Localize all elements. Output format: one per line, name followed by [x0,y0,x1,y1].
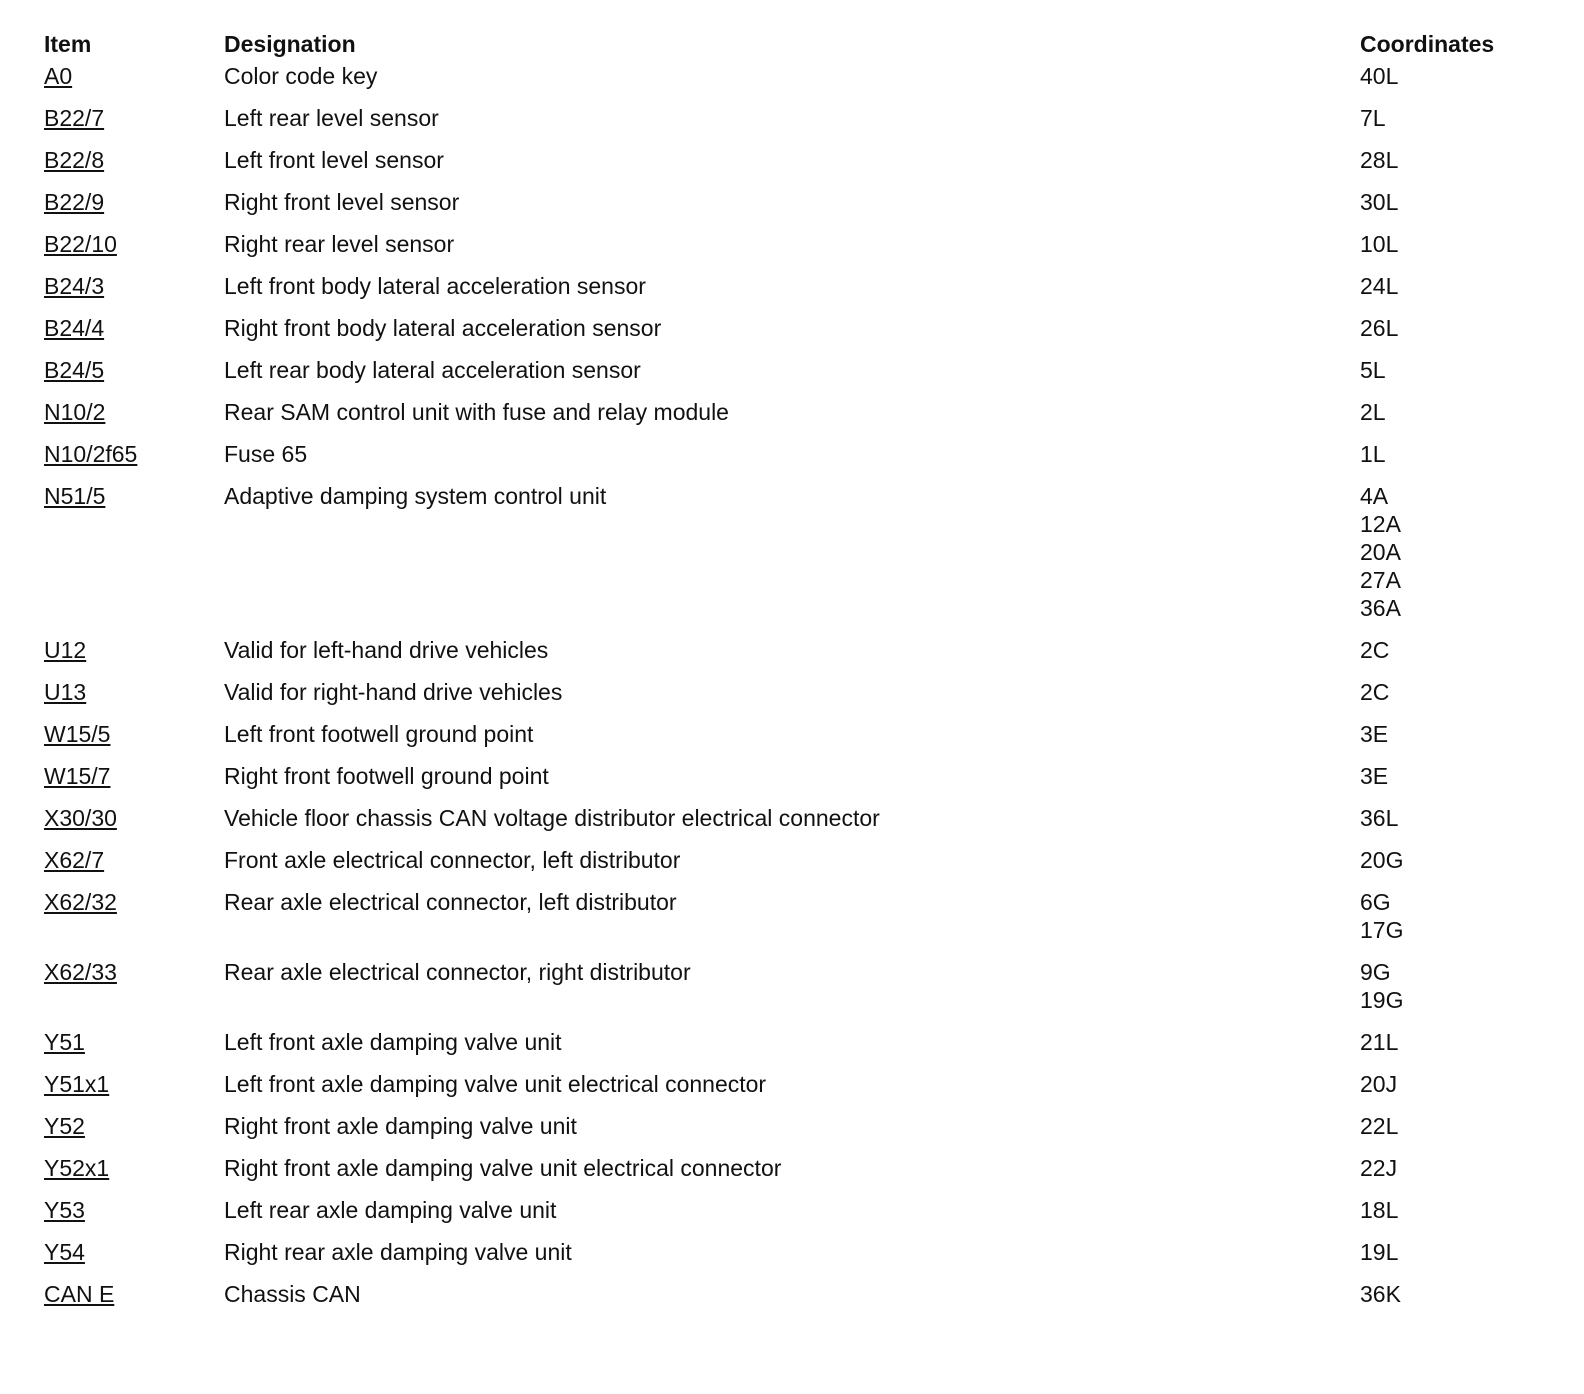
coordinate-value: 9G [1360,959,1391,985]
item-link[interactable]: Y53 [44,1197,85,1223]
item-cell [44,356,224,398]
item-cell [44,440,224,482]
coordinates-cell [1360,678,1544,720]
coordinate-value: 26L [1360,315,1399,341]
item-cell [44,1028,224,1070]
designation-cell: Left front axle damping valve unit electrical connector [224,1071,767,1097]
table-row [44,804,1544,846]
coordinates-cell [1360,888,1544,958]
designation-cell: Valid for right-hand drive vehicles [224,679,563,705]
table-row [44,230,1544,272]
item-cell [44,720,224,762]
item-link[interactable]: X30/30 [44,805,117,831]
coordinate-value: 12A [1360,511,1401,537]
designation-cell: Left front level sensor [224,147,444,173]
coordinate-value: 10L [1360,231,1399,257]
coordinate-value: 5L [1360,357,1386,383]
designation-cell: Left front footwell ground point [224,721,534,747]
coordinate-value: 3E [1360,721,1389,747]
item-cell [44,1070,224,1112]
item-link[interactable]: B24/4 [44,315,105,341]
designation-cell: Adaptive damping system control unit [224,483,607,509]
table-row [44,846,1544,888]
designation-cell: Chassis CAN [224,1281,361,1307]
table-row [44,1070,1544,1112]
item-link[interactable]: U12 [44,637,87,663]
coordinates-cell [1360,62,1544,104]
table-row [44,888,1544,958]
item-cell [44,846,224,888]
item-link[interactable]: N10/2f65 [44,441,138,467]
coordinates-cell [1360,356,1544,398]
designation-cell: Front axle electrical connector, left distributor [224,847,681,873]
table-row [44,1280,1544,1322]
coordinates-cell [1360,1196,1544,1238]
designation-cell: Left rear level sensor [224,105,439,131]
coordinates-cell [1360,762,1544,804]
coordinate-value: 19G [1360,987,1404,1013]
header-item: Item [44,31,92,57]
item-cell [44,62,224,104]
item-link[interactable]: B24/3 [44,273,105,299]
coordinates-cell [1360,1280,1544,1322]
designation-cell: Right rear level sensor [224,231,455,257]
item-cell [44,272,224,314]
designation-cell: Right front axle damping valve unit [224,1113,577,1139]
item-cell [44,1196,224,1238]
item-link[interactable]: Y52 [44,1113,85,1139]
coordinate-value: 28L [1360,147,1399,173]
coordinate-value: 24L [1360,273,1399,299]
table-row [44,146,1544,188]
item-cell [44,678,224,720]
designation-cell: Left rear body lateral acceleration sensor [224,357,641,383]
item-link[interactable]: B22/8 [44,147,105,173]
item-cell [44,398,224,440]
table-row [44,314,1544,356]
coordinates-cell [1360,958,1544,1028]
item-cell [44,1112,224,1154]
item-cell [44,104,224,146]
table-row [44,482,1544,636]
item-cell [44,1154,224,1196]
item-link[interactable]: Y51 [44,1029,85,1055]
component-legend-table [44,28,1544,1322]
table-row [44,188,1544,230]
coordinate-value: 2L [1360,399,1386,425]
coordinates-cell [1360,146,1544,188]
item-link[interactable]: B22/10 [44,231,117,257]
coordinate-value: 30L [1360,189,1399,215]
coordinate-value: 1L [1360,441,1386,467]
coordinate-value: 21L [1360,1029,1399,1055]
table-row [44,104,1544,146]
coordinate-value: 6G [1360,889,1391,915]
table-row [44,62,1544,104]
designation-cell: Right front axle damping valve unit electrical connector [224,1155,782,1181]
item-link[interactable]: U13 [44,679,87,705]
coordinates-cell [1360,188,1544,230]
coordinate-value: 2C [1360,679,1390,705]
table-row [44,440,1544,482]
designation-cell: Left rear axle damping valve unit [224,1197,557,1223]
item-link[interactable]: N51/5 [44,483,106,509]
item-link[interactable]: X62/33 [44,959,117,985]
item-link[interactable]: N10/2 [44,399,106,425]
item-link[interactable]: Y51x1 [44,1071,110,1097]
item-link[interactable]: Y54 [44,1239,85,1265]
designation-cell: Right front body lateral acceleration sensor [224,315,662,341]
item-link[interactable]: B24/5 [44,357,105,383]
designation-cell: Fuse 65 [224,441,308,467]
coordinate-value: 20G [1360,847,1404,873]
coordinates-cell [1360,636,1544,678]
item-link[interactable]: W15/7 [44,763,111,789]
table-row [44,720,1544,762]
item-cell [44,146,224,188]
coordinates-cell [1360,1154,1544,1196]
designation-cell: Right front level sensor [224,189,460,215]
item-cell [44,958,224,1028]
table-row [44,1154,1544,1196]
table-row [44,356,1544,398]
designation-cell: Valid for left-hand drive vehicles [224,637,549,663]
coordinates-cell [1360,1238,1544,1280]
coordinates-cell [1360,398,1544,440]
coordinates-cell [1360,1070,1544,1112]
coordinates-cell [1360,482,1544,636]
designation-cell: Right rear axle damping valve unit [224,1239,572,1265]
item-link[interactable]: A0 [44,63,73,89]
designation-cell: Rear axle electrical connector, right distributor [224,959,691,985]
item-link[interactable]: X62/7 [44,847,105,873]
table-row [44,1112,1544,1154]
designation-cell: Color code key [224,63,378,89]
item-cell [44,482,224,636]
legend-body [44,62,1544,1322]
header-designation: Designation [224,31,356,57]
table-row [44,1196,1544,1238]
coordinates-cell [1360,104,1544,146]
item-cell [44,636,224,678]
designation-cell: Rear SAM control unit with fuse and relay module [224,399,729,425]
coordinate-value: 19L [1360,1239,1399,1265]
item-link[interactable]: B22/7 [44,105,105,131]
item-link[interactable]: CAN E [44,1281,115,1307]
coordinates-cell [1360,230,1544,272]
table-row [44,762,1544,804]
coordinate-value: 7L [1360,105,1386,131]
item-cell [44,804,224,846]
coordinate-value: 18L [1360,1197,1399,1223]
coordinate-value: 17G [1360,917,1404,943]
item-link[interactable]: B22/9 [44,189,105,215]
coordinates-cell [1360,272,1544,314]
coordinate-value: 40L [1360,63,1399,89]
item-link[interactable]: Y52x1 [44,1155,110,1181]
table-row [44,1028,1544,1070]
coordinate-value: 22J [1360,1155,1398,1181]
table-row [44,636,1544,678]
designation-cell: Left front body lateral acceleration sensor [224,273,646,299]
coordinate-value: 36A [1360,595,1401,621]
designation-cell: Rear axle electrical connector, left distributor [224,889,677,915]
coordinate-value: 4A [1360,483,1389,509]
header-coordinates: Coordinates [1360,31,1495,57]
designation-cell: Left front axle damping valve unit [224,1029,562,1055]
coordinates-cell [1360,720,1544,762]
item-cell [44,888,224,958]
table-row [44,678,1544,720]
item-link[interactable]: W15/5 [44,721,111,747]
item-cell [44,1238,224,1280]
coordinate-value: 20A [1360,539,1401,565]
coordinates-cell [1360,314,1544,356]
designation-cell: Vehicle floor chassis CAN voltage distributor electrical connector [224,805,880,831]
designation-cell: Right front footwell ground point [224,763,549,789]
coordinate-value: 3E [1360,763,1389,789]
coordinate-value: 36K [1360,1281,1401,1307]
coordinates-cell [1360,804,1544,846]
item-cell [44,230,224,272]
coordinate-value: 2C [1360,637,1390,663]
item-cell [44,188,224,230]
coordinate-value: 27A [1360,567,1401,593]
table-row [44,272,1544,314]
coordinate-value: 22L [1360,1113,1399,1139]
coordinates-cell [1360,440,1544,482]
header-row [44,28,1544,62]
coordinate-value: 36L [1360,805,1399,831]
coordinates-cell [1360,846,1544,888]
item-cell [44,314,224,356]
coordinates-cell [1360,1112,1544,1154]
table-row [44,1238,1544,1280]
coordinates-cell [1360,1028,1544,1070]
coordinate-value: 20J [1360,1071,1398,1097]
item-cell [44,1280,224,1322]
item-cell [44,762,224,804]
table-row [44,398,1544,440]
item-link[interactable]: X62/32 [44,889,117,915]
table-row [44,958,1544,1028]
